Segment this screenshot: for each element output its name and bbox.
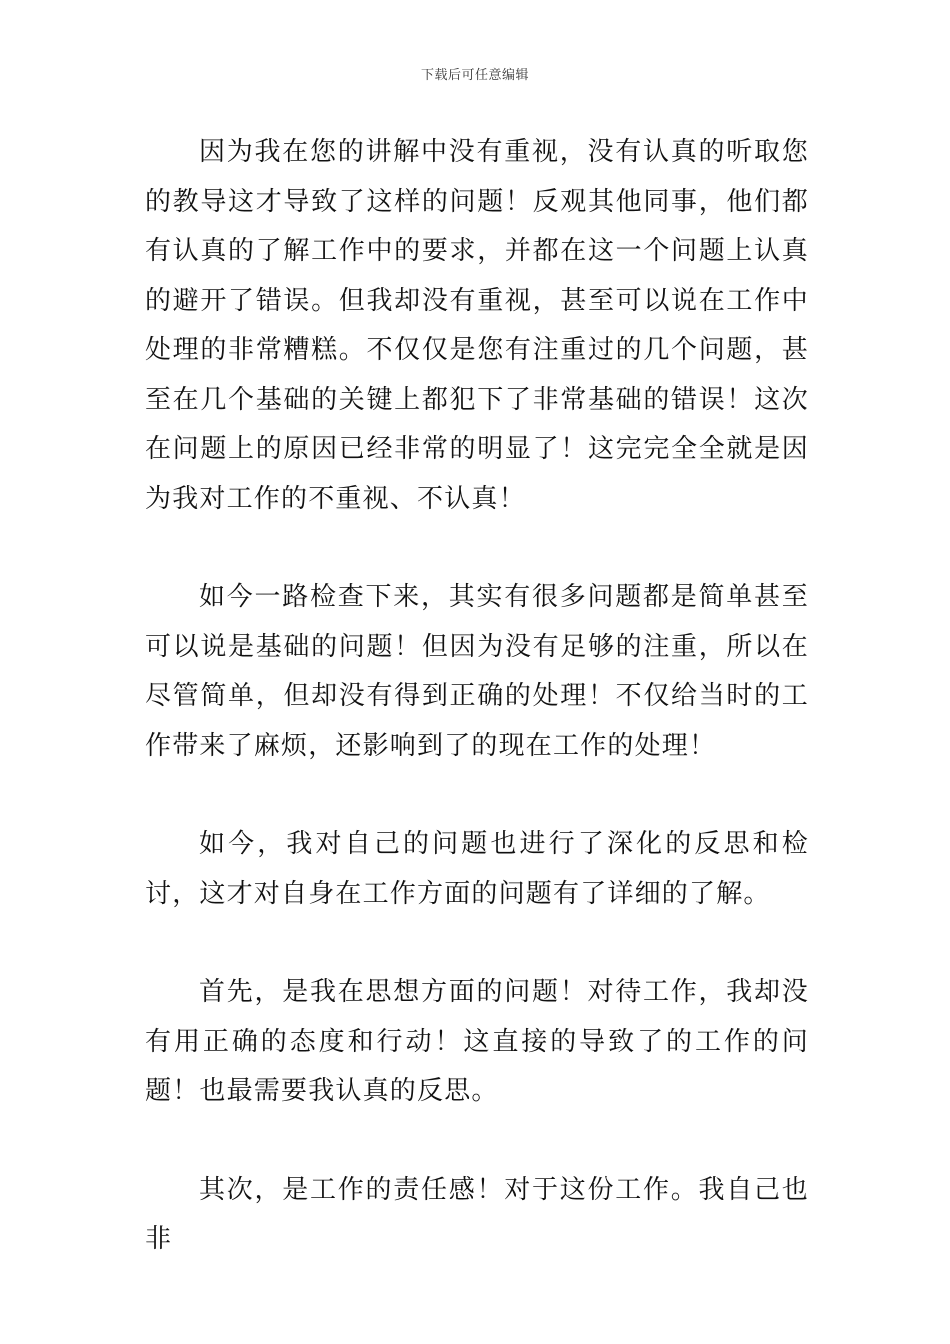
- paragraph-4: 首先，是我在思想方面的问题！对待工作，我却没有用正确的态度和行动！这直接的导致了的工作的问题！也最需要我认真的反思。: [145, 977, 809, 1106]
- paragraph-5: 其次，是工作的责任感！对于这份工作。我自己也非: [145, 1174, 809, 1254]
- page-header-note: 下载后可任意编辑: [420, 68, 529, 83]
- paragraph-2: 如今一路检查下来，其实有很多问题都是简单甚至可以说是基础的问题！但因为没有足够的注重，所以在尽管简单，但却没有得到正确的处理！不仅给当时的工作带来了麻烦，还影响到了的现在工作的处理！: [145, 582, 809, 761]
- paragraph-3: 如今，我对自己的问题也进行了深化的反思和检讨，这才对自身在工作方面的问题有了详细的了解。: [145, 829, 809, 909]
- paragraph-1: 因为我在您的讲解中没有重视，没有认真的听取您的教导这才导致了这样的问题！反观其他同事，他们都有认真的了解工作中的要求，并都在这一个问题上认真的避开了错误。但我却没有重视，甚至可以说在工作中处理的非常糟糕。不仅仅是您有注重过的几个问题，甚至在几个基础的关键上都犯下了非常基础的错误！这次在问题上的原因已经非常的明显了！这完完全全就是因为我对工作的不重视、不认真！: [145, 137, 809, 514]
- document-body: [145, 128, 809, 1314]
